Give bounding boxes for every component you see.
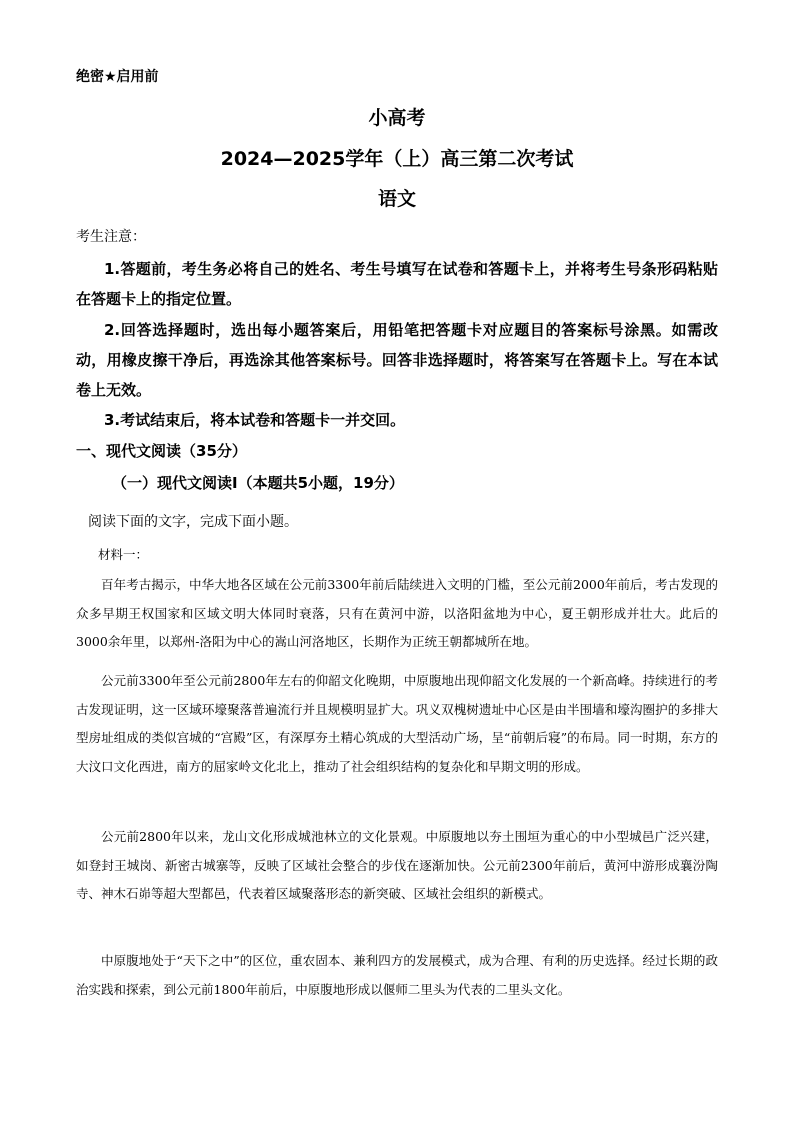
reading-instruction: 阅读下面的文字，完成下面小题。 — [88, 514, 298, 530]
exam-title: 2024—2025学年（上）高三第二次考试 — [220, 148, 574, 170]
subsection-heading: （一）现代文阅读Ⅰ（本题共5小题，19分） — [112, 474, 404, 492]
confidential-mark: 绝密★启用前 — [76, 69, 159, 85]
notice-item: 2.回答选择题时，选出每小题答案后，用铅笔把答题卡对应题目的答案标号涂黑。如需改动，用橡皮擦干净后，再选涂其他答案标号。回答非选择题时，将答案写在答题卡上。写在本试卷上无效。 — [76, 321, 718, 399]
material-paragraph: 公元前2800年以来，龙山文化形成城池林立的文化景观。中原腹地以夯土围垣为重心的中小型城邑广泛兴建，如登封王城岗、新密古城寨等，反映了区域社会整合的步伐在逐渐加快。公元前2300年前后，黄河中游形成襄汾陶寺、神木石峁等超大型都邑，代表着区域聚落形态的新突破、区域社会组织的新模式。 — [76, 829, 718, 901]
material-paragraph: 公元前3300年至公元前2800年左右的仰韶文化晚期，中原腹地出现仰韶文化发展的一个新高峰。持续进行的考古发现证明，这一区域环壕聚落普遍流行并且规模明显扩大。巩义双槐树遗址中心区是由半围墙和壕沟圈护的多排大型房址组成的类似宫城的“宫殿”区，有深厚夯土精心筑成的大型活动广场，呈“前朝后寝”的布局。同一时期，东方的大汶口文化西进，南方的屈家岭文化北上，推动了社会组织结构的复杂化和早期文明的形成。 — [76, 673, 718, 774]
exam-organizer-title: 小高考 — [368, 107, 426, 129]
notice-item: 3.考试结束后，将本试卷和答题卡一并交回。 — [104, 411, 406, 429]
notice-heading: 考生注意： — [76, 229, 146, 245]
subject-title: 语文 — [377, 188, 416, 210]
section-heading: 一、现代文阅读（35分） — [76, 442, 247, 460]
material-label: 材料一： — [98, 547, 149, 562]
material-paragraph: 中原腹地处于“天下之中”的区位，重农固本、兼利四方的发展模式，成为合理、有利的历史选择。经过长期的政治实践和探索，到公元前1800年前后，中原腹地形成以偃师二里头为代表的二里头文化。 — [76, 953, 718, 997]
material-paragraph: 百年考古揭示，中华大地各区域在公元前3300年前后陆续进入文明的门槛，至公元前2000年前后，考古发现的众多早期王权国家和区域文明大体同时衰落，只有在黄河中游，以洛阳盆地为中心，夏王朝形成并壮大。此后的3000余年里，以郑州-洛阳为中心的嵩山河洛地区，长期作为正统王朝都城所在地。 — [76, 577, 718, 649]
notice-item: 1.答题前，考生务必将自己的姓名、考生号填写在试卷和答题卡上，并将考生号条形码粘贴在答题卡上的指定位置。 — [76, 260, 718, 308]
